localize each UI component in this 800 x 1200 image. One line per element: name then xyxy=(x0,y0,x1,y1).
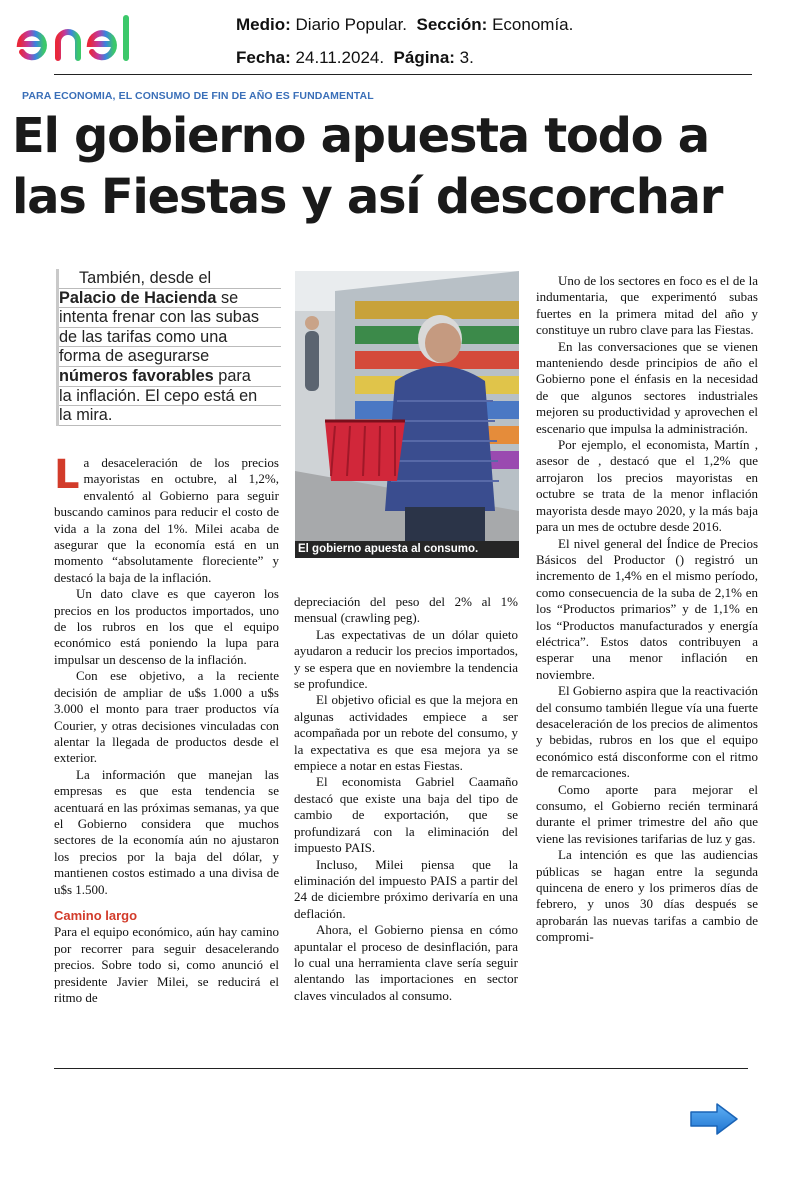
paragraph-text: a desaceleración de los precios mayoristas en octubre, al 1,2%, envalentó al Gobierno para seguir buscando caminos para reducir el costo de vida a la zona del 1%. Milei acaba de asegurar que la economía está en un momento “absolutamente floreciente” y destacó la baja de la inflación. xyxy=(54,455,279,585)
lead-line: la mira. xyxy=(59,406,281,426)
meta-line-1 xyxy=(236,15,573,35)
seccion-value: Economía. xyxy=(492,15,574,34)
paragraph: Incluso, Milei piensa que la eliminación del impuesto PAIS a partir del 24 de diciembre próximo derivaría en una deflación. xyxy=(294,856,518,921)
lead-line: intenta frenar con las subas xyxy=(59,308,281,328)
lead-line xyxy=(59,367,281,387)
headline-line-2: las Fiestas y así descorchar xyxy=(12,169,723,225)
caption-text: El gobierno apuesta al consumo. xyxy=(298,543,479,555)
paragraph: El objetivo oficial es que la mejora en algunas actividades empiece a ser acompañada por un rebote del consumo, y la expectativa es que esa mejora ya se empiece a notar en estas Fiestas. xyxy=(294,692,518,774)
headline xyxy=(12,106,797,228)
paragraph: Con ese objetivo, a la reciente decisión de ampliar de u$s 1.000 a u$s 3.000 el monto para traer productos vía Courier, y otras decisiones vinculadas con alentar la llegada de productos desde el exterior. xyxy=(54,668,279,766)
seccion-label: Sección: xyxy=(416,15,488,34)
footer-divider xyxy=(54,1068,748,1069)
paragraph: Uno de los sectores en foco es el de la indumentaria, que experimentó subas fuertes en la primera mitad del año y constituye un rubro clave para las Fiestas. xyxy=(536,273,758,338)
lead-bold: números favorables xyxy=(59,366,214,385)
paragraph: La intención es que las audiencias públicas se hagan entre la segunda quincena de enero y los primeros días de febrero, y unos 30 días después se aprobarán las nuevas tarifas a cambio de compromi- xyxy=(536,847,758,945)
lead-line: También, desde el xyxy=(59,269,281,289)
paragraph xyxy=(54,452,279,586)
lead-line: la inflación. El cepo está en xyxy=(59,387,281,407)
paragraph: El nivel general del Índice de Precios Básicos del Productor () registró un incremento de 1,4% en el mismo período, como consecuencia de la suba de 2,1% en los “Productos primarios” y de 1,1% en los “Productos manufacturados y energía eléctrica”. Estos datos contribuyen a esperar una menor inflación en noviembre. xyxy=(536,535,758,682)
enel-logo xyxy=(16,12,176,68)
supermarket-photo xyxy=(295,271,519,558)
kicker: PARA ECONOMIA, EL CONSUMO DE FIN DE AÑO ES FUNDAMENTAL xyxy=(22,90,374,102)
enel-logo-graphic xyxy=(16,12,176,68)
dropcap: L xyxy=(54,452,80,498)
lead-line: forma de asegurarse xyxy=(59,347,281,367)
subheading: Camino largo xyxy=(54,907,138,923)
paragraph: El Gobierno aspira que la reactivación del consumo también llegue vía una fuerte desaceleración de los precios de alimentos y bebidas, rubros en los que el equipo económico está disconforme con el ritmo de remarcaciones. xyxy=(536,683,758,781)
lead-text: se xyxy=(216,288,239,307)
lead-bold: Palacio de Hacienda xyxy=(59,288,217,307)
pagina-label: Página: xyxy=(393,48,455,67)
column-1 xyxy=(54,452,279,1006)
lead-text: para xyxy=(213,366,251,385)
medio-value: Diario Popular. xyxy=(295,15,408,34)
medio-label: Medio: xyxy=(236,15,291,34)
paragraph: En las conversaciones que se vienen manteniendo desde principios de año el Gobierno pone el énfasis en la necesidad de que algunos sectores industriales mejoren su productividad y aprovechen el escenario que impulsa la administración. xyxy=(536,338,758,436)
headline-line-1: El gobierno apuesta todo a xyxy=(12,108,709,164)
pagina-value: 3. xyxy=(459,48,474,67)
column-2 xyxy=(294,594,518,1004)
paragraph: depreciación del peso del 2% al 1% mensual (crawling peg). xyxy=(294,594,518,626)
meta-line-2 xyxy=(236,48,474,68)
photo-caption xyxy=(295,541,519,558)
paragraph: El economista Gabriel Caamaño destacó que existe una baja del tipo de cambio de exportación, que se profundizará con la eliminación del impuesto PAIS. xyxy=(294,774,518,856)
fecha-label: Fecha: xyxy=(236,48,291,67)
lead-line xyxy=(59,289,281,309)
paragraph: Ahora, el Gobierno piensa en cómo apuntalar el proceso de desinflación, para lo cual una herramienta clave sería seguir alentando las importaciones en sector claves vinculados al consumo. xyxy=(294,922,518,1003)
lead-standfirst xyxy=(56,269,281,426)
paragraph: Como aporte para mejorar el consumo, el Gobierno recién terminará durante el primer trimestre del año que viene las revisiones tarifarias de luz y gas. xyxy=(536,781,758,846)
paragraph: La información que manejan las empresas es que esta tendencia se acentuará en las próximas semanas, ya que el Gobierno considera que muchos sectores de la economía aún no ajustaron los precios por la baja del dólar, y mantienen costos estimado a una divisa de u$s 1.500. xyxy=(54,766,279,897)
next-page-button[interactable] xyxy=(688,1102,740,1136)
paragraph: Para el equipo económico, aún hay camino por recorrer para seguir desacelerando precios. Sobre todo si, como anunció el presidente Javier Milei, se reducirá el ritmo de xyxy=(54,924,279,1005)
article-photo xyxy=(295,271,519,558)
column-3 xyxy=(536,273,758,946)
paragraph: Por ejemplo, el economista, Martín , asesor de , destacó que el 1,2% que arrojaron los precios mayoristas en octubre se trata de la menor inflación mayorista desde mayo 2020, y la más baja para un mes de octubre desde 2016. xyxy=(536,437,758,535)
paragraph: Las expectativas de un dólar quieto ayudaron a reducir los precios importados, y se espera que en noviembre la tendencia se profundice. xyxy=(294,626,518,692)
arrow-right-icon xyxy=(688,1102,740,1136)
header-divider xyxy=(54,74,752,75)
paragraph: Un dato clave es que cayeron los precios en los productos importados, uno de los rubros en los que el equipo económico está poniendo la lupa para impulsar un descenso de la inflación. xyxy=(54,586,279,667)
fecha-value: 24.11.2024. xyxy=(295,48,385,67)
lead-line: de las tarifas como una xyxy=(59,328,281,348)
